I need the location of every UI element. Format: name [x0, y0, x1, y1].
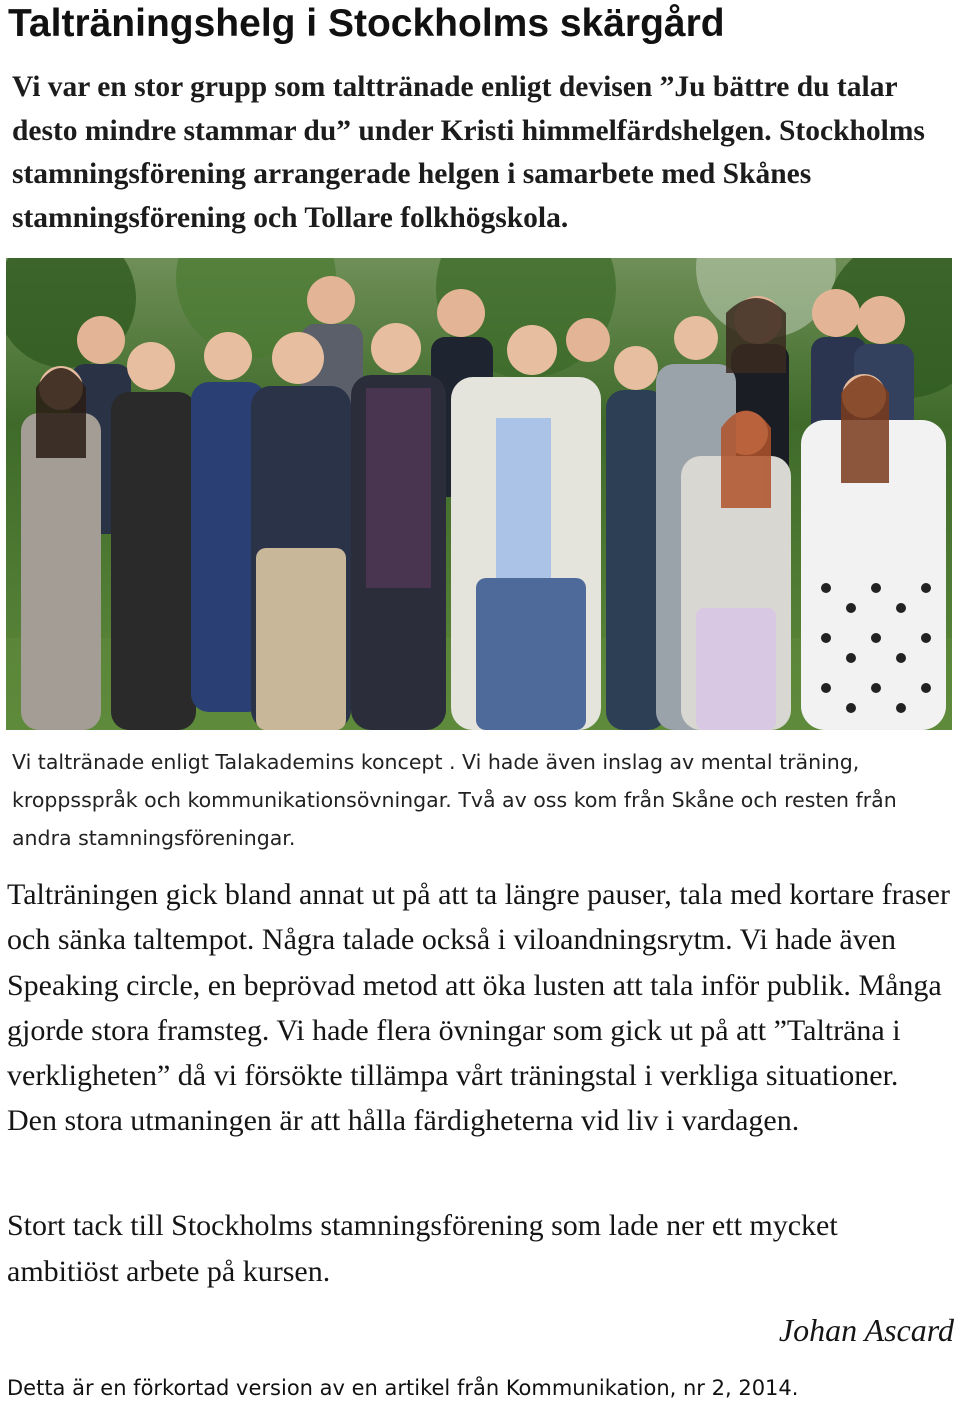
article-title: Talträningshelg i Stockholms skärgård	[8, 2, 725, 45]
photo-caption: Vi taltränade enligt Talakademins koncept . Vi hade även inslag av mental träning, kroppsspråk och kommunikationsövningar. Två av oss kom från Skåne och resten från andra stamningsföreningar.	[12, 750, 897, 850]
author-signature: Johan Ascard	[778, 1312, 954, 1348]
article-body: Talträningen gick bland annat ut på att ta längre pauser, tala med kortare fraser och sänka taltempot. Några talade också i viloandningsrytm. Vi hade även Speaking circle, en beprövad metod att öka lusten att tala inför publik. Många gjorde stora framsteg. Vi hade flera övningar som gick ut på att ”Talträna i verkligheten” då vi försökte tillämpa vårt träningstal i verkliga situationer. Den stora utmaningen är att hålla färdigheterna vid liv i vardagen.	[7, 878, 950, 1138]
article-thanks: Stort tack till Stockholms stamningsförening som lade ner ett mycket ambitiöst arbete på kursen.	[7, 1209, 838, 1288]
source-note: Detta är en förkortad version av en artikel från Kommunikation, nr 2, 2014.	[7, 1376, 799, 1400]
article-lead: Vi var en stor grupp som talttränade enligt devisen ”Ju bättre du talar desto mindre stammar du” under Kristi himmelfärdshelgen. Stockholms stamningsförening arrangerade helgen i samarbete med Skånes stamningsförening och Tollare folkhögskola.	[12, 71, 925, 234]
group-photo	[6, 258, 952, 730]
